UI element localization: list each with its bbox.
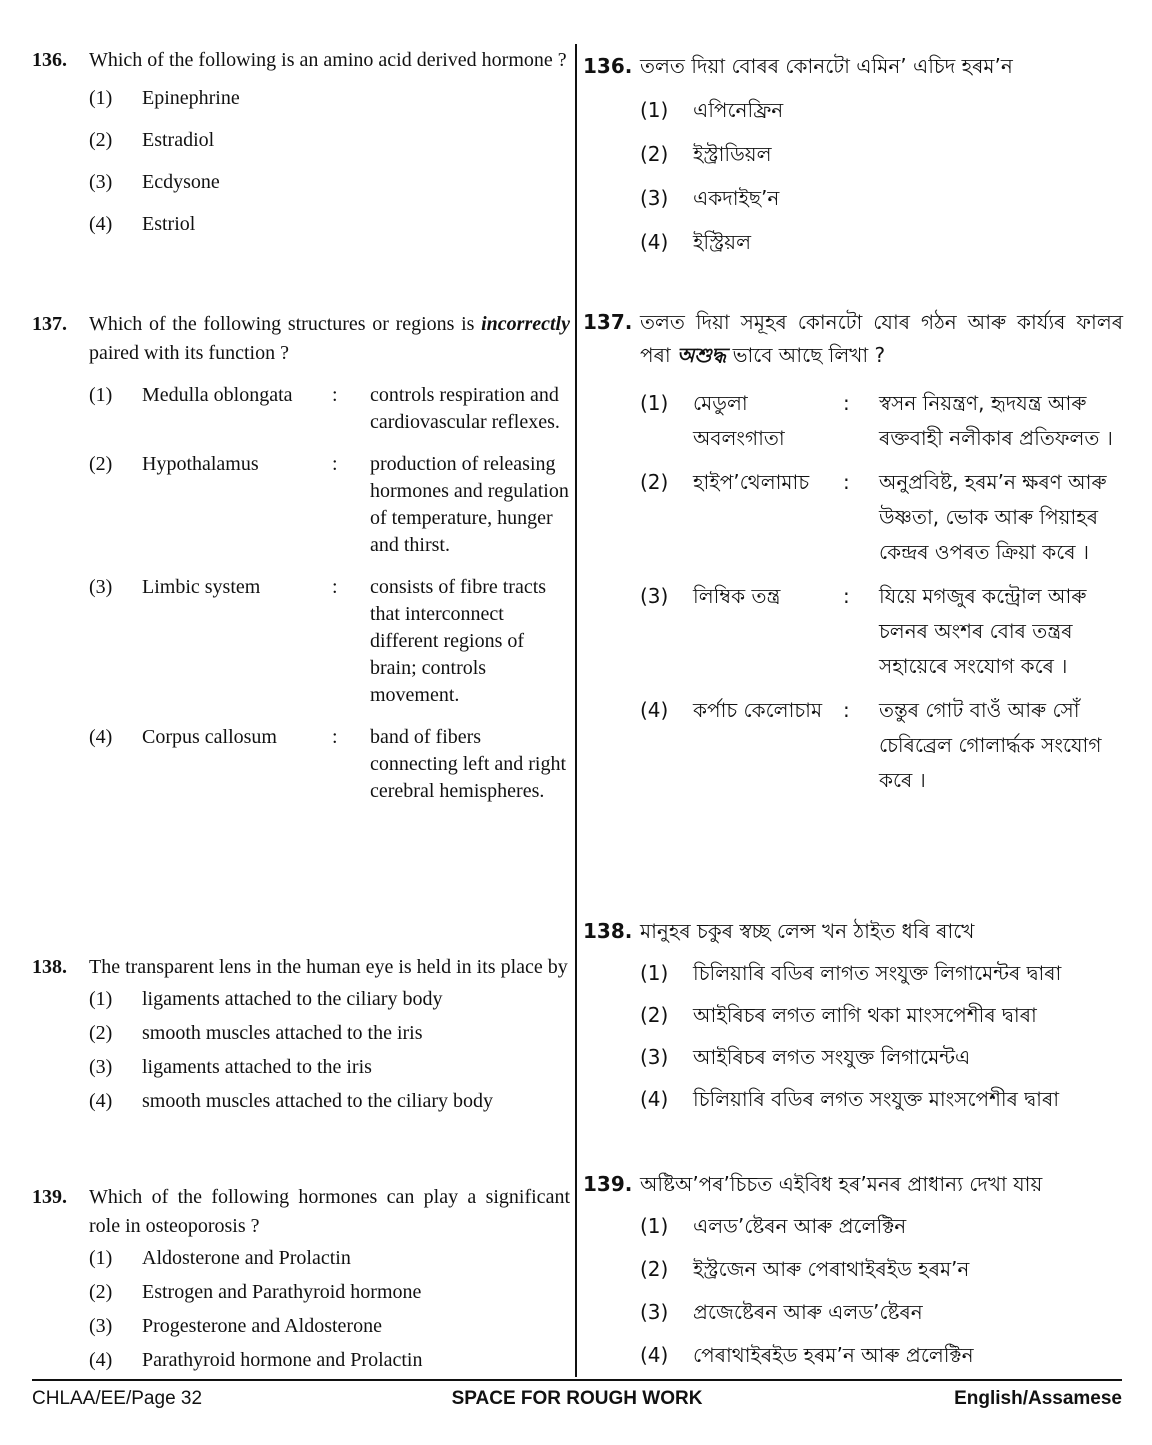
option-2: (2) ইস্ট্ৰাডিয়ল bbox=[640, 142, 772, 166]
question-138-en bbox=[32, 953, 570, 1115]
rough-work-label: SPACE FOR ROUGH WORK bbox=[451, 1388, 703, 1409]
question-number: 138. bbox=[583, 919, 633, 943]
option-2: (2) আইৰিচৰ লগত লাগি থকা মাংসপেশীৰ দ্বাৰা bbox=[640, 1003, 1037, 1027]
question-number: 136. bbox=[583, 54, 633, 78]
match-row-1: (1) মেডুলা অবলংগাতা : স্বসন নিয়ন্ত্ৰণ, হৃদযন্ত্ৰ আৰু ৰক্তবাহী নলীকাৰ প্ৰতিফলত । bbox=[640, 391, 1113, 450]
option-2: (2) smooth muscles attached to the iris bbox=[89, 1022, 423, 1044]
match-row-3: (3) লিম্বিক তন্ত্ৰ : যিয়ে মগজুৰ কন্ট্ৰোল আৰু চলনৰ অংশৰ বোৰ তন্ত্ৰৰ সহায়েৰে সংযোগ কৰে । bbox=[640, 584, 1087, 678]
option-1: (1) এলড’ষ্টেৰন আৰু প্ৰলেক্টিন bbox=[640, 1214, 907, 1238]
question-137-en bbox=[32, 310, 570, 805]
option-4: (4) পেৰাথাইৰইড হৰম’ন আৰু প্ৰলেক্টিন bbox=[640, 1343, 974, 1367]
match-row-2: (2) হাইপ’থেলামাচ : অনুপ্ৰবিষ্ট, হৰম’ন ক্ষৰণ আৰু উষ্ণতা, ভোক আৰু পিয়াহৰ কেন্দ্ৰৰ ওপৰত ক্ৰিয়া কৰে । bbox=[640, 470, 1107, 564]
match-row-3: (3) Limbic system : consists of fibre tracts that interconnect different regions of brain; controls movement. bbox=[89, 576, 547, 706]
question-number: 139. bbox=[583, 1172, 633, 1196]
option-4: (4) ইস্ট্ৰিয়ল bbox=[640, 230, 751, 254]
question-136-as bbox=[583, 50, 1123, 260]
column-divider bbox=[575, 44, 577, 1377]
question-136-en bbox=[32, 46, 570, 238]
match-row-4: (4) Corpus callosum : band of fibers connecting left and right cerebral hemispheres. bbox=[89, 726, 567, 802]
question-text: অষ্টিঅ’পৰ’চিচত এইবিধ হৰ’মনৰ প্ৰাধান্য দেখা যায় bbox=[640, 1172, 1043, 1196]
match-row-4: (4) কৰ্পাচ কেলোচাম : তন্তুৰ গোট বাওঁ আৰু সোঁ চেৰিব্ৰেল গোলাৰ্দ্ধক সংযোগ কৰে । bbox=[640, 698, 1102, 792]
option-1: (1) ligaments attached to the ciliary body bbox=[89, 988, 443, 1010]
question-text: Which of the following is an amino acid derived hormone ? bbox=[89, 49, 567, 71]
option-3: (3) Progesterone and Aldosterone bbox=[89, 1315, 382, 1337]
page-code: CHLAA/EE/Page 32 bbox=[32, 1388, 203, 1409]
question-number: 139. bbox=[32, 1186, 67, 1208]
question-number: 136. bbox=[32, 49, 67, 71]
option-1: (1) চিলিয়াৰি বডিৰ লাগত সংযুক্ত লিগামেন্টৰ দ্বাৰা bbox=[640, 961, 1062, 985]
option-2: (2) Estradiol bbox=[89, 129, 215, 151]
footer-rule bbox=[32, 1379, 1122, 1381]
option-1: (1) Epinephrine bbox=[89, 87, 240, 109]
option-4: (4) Parathyroid hormone and Prolactin bbox=[89, 1349, 423, 1371]
option-3: (3) Ecdysone bbox=[89, 171, 220, 193]
question-text: Which of the following structures or regions is incorrectly paired with its function ? bbox=[89, 313, 570, 364]
question-139-en bbox=[32, 1183, 570, 1374]
question-number: 137. bbox=[583, 310, 633, 334]
question-text: মানুহৰ চকুৰ স্বচ্ছ লেন্স খন ঠাইত ধৰি ৰাখে bbox=[640, 919, 975, 943]
question-138-as bbox=[583, 915, 1123, 1117]
option-3: (3) একদাইছ’ন bbox=[640, 186, 780, 210]
option-1: (1) Aldosterone and Prolactin bbox=[89, 1247, 351, 1269]
language-label: English/Assamese bbox=[954, 1388, 1122, 1409]
option-4: (4) চিলিয়াৰি বডিৰ লগত সংযুক্ত মাংসপেশীৰ দ্বাৰা bbox=[640, 1087, 1060, 1111]
option-4: (4) Estriol bbox=[89, 213, 196, 235]
option-2: (2) ইস্ট্ৰজেন আৰু পেৰাথাইৰইড হৰম’ন bbox=[640, 1257, 970, 1281]
match-row-2: (2) Hypothalamus : production of releasing hormones and regulation of temperature, hunger and thirst. bbox=[89, 453, 569, 556]
option-3: (3) প্ৰজেষ্টেৰন আৰু এলড’ষ্টেৰন bbox=[640, 1300, 923, 1324]
option-1: (1) এপিনেফ্ৰিন bbox=[640, 98, 784, 122]
question-137-as bbox=[583, 306, 1123, 798]
question-text: তলত দিয়া সমূহৰ কোনটো যোৰ গঠন আৰু কাৰ্য্যৰ ফালৰ পৰা অশুদ্ধ ভাবে আছে লিখা ? bbox=[640, 310, 1123, 367]
option-2: (2) Estrogen and Parathyroid hormone bbox=[89, 1281, 422, 1303]
question-text: তলত দিয়া বোৰৰ কোনটো এমিন’ এচিদ হৰম’ন bbox=[640, 54, 1013, 78]
question-text: The transparent lens in the human eye is held in its place by bbox=[89, 956, 568, 978]
match-row-1: (1) Medulla oblongata : controls respiration and cardiovascular reflexes. bbox=[89, 384, 560, 433]
question-139-as bbox=[583, 1168, 1123, 1373]
question-number: 137. bbox=[32, 313, 67, 335]
question-number: 138. bbox=[32, 956, 67, 978]
option-3: (3) ligaments attached to the iris bbox=[89, 1056, 372, 1078]
option-4: (4) smooth muscles attached to the ciliary body bbox=[89, 1090, 494, 1112]
question-text: Which of the following hormones can play a significant role in osteoporosis ? bbox=[89, 1186, 570, 1237]
option-3: (3) আইৰিচৰ লগত সংযুক্ত লিগামেন্টএ bbox=[640, 1045, 971, 1069]
